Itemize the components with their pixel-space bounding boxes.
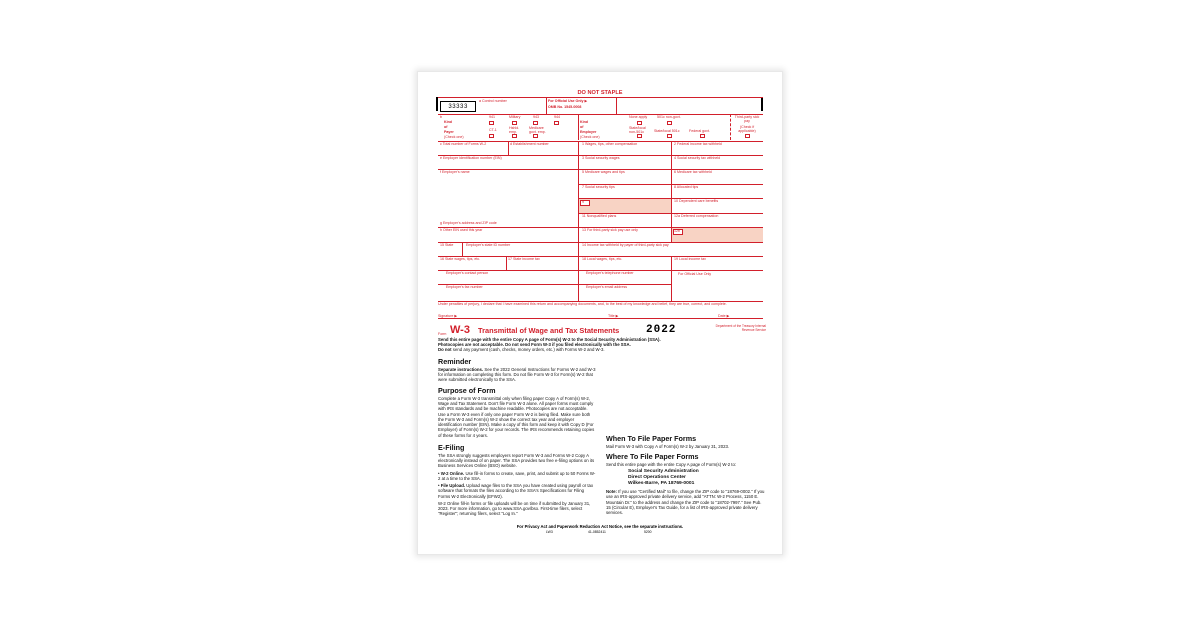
- when-heading: When To File Paper Forms: [606, 434, 697, 443]
- box-6-label: 6 Medicare tax withheld: [674, 170, 712, 174]
- bullet-1-text: Use fill-in forms to create, save, print, and submit up to 50 Forms W-2 at a time to the SSA.: [438, 470, 596, 481]
- box-4-label: 4 Social security tax withheld: [674, 156, 721, 160]
- purpose-heading: Purpose of Form: [438, 386, 496, 395]
- form-grid: [438, 97, 763, 319]
- contact-person-label: Employer's contact person: [446, 271, 489, 275]
- where-text: Send this entire page with the entire Copy A page of Form(s) W-2 to:: [606, 462, 737, 467]
- form-number: W-3: [450, 324, 470, 336]
- box-12b-label: 12b: [674, 228, 680, 233]
- box-f-label: f Employer's name: [440, 170, 470, 174]
- bullet-2-text: Upload wage files to the SSA you have created using payroll or tax software that formats the files according to the SSA's Specifications for Filing Forms W-2 Electronically (EFW2).: [438, 483, 594, 499]
- payer-opt-943: 943: [533, 115, 539, 119]
- employer-opt-501c: 501c non-govt.: [657, 115, 681, 119]
- intro-block: [438, 337, 768, 353]
- intro-line-3-bold: Do not: [438, 347, 452, 353]
- address-line-1: Social Security Administration: [628, 469, 699, 475]
- address-line-3: Wilkes-Barre, PA 18769-0001: [628, 480, 695, 486]
- payer-opt-ct1: CT-1: [489, 128, 497, 132]
- omb-number: OMB No. 1545-0008: [548, 105, 582, 109]
- official-use-2-label: For Official Use Only: [678, 272, 712, 276]
- box-19-label: 19 Local income tax: [674, 257, 706, 261]
- employer-opt-state-501c: State/local 501c: [654, 129, 680, 133]
- box-a-label: a Control number: [479, 99, 507, 103]
- employer-none-checkbox[interactable]: [637, 121, 642, 125]
- perjury-statement: Under penalties of perjury, I declare that I have examined this return and accompanying documents, and, to the best of my knowledge and belief, they are true, correct, and complete.: [438, 302, 727, 306]
- employer-check-one: (Check one): [580, 135, 600, 139]
- footer-code-2: 41-0852411: [588, 530, 606, 534]
- signature-label: Signature ▶: [438, 314, 458, 318]
- where-heading: Where To File Paper Forms: [606, 452, 699, 461]
- payer-943-checkbox[interactable]: [533, 121, 538, 125]
- intro-line-3-rest: send any payment (cash, checks, money orders, etc.) with Forms W-2 and W-3.: [451, 347, 605, 353]
- date-label: Date ▶: [718, 314, 730, 318]
- box-9-shade: [579, 199, 671, 213]
- payer-check-one: (Check one): [444, 135, 464, 139]
- control-code-box: 33333: [440, 101, 476, 112]
- box-b-label: b: [440, 115, 442, 119]
- box-10-label: 10 Dependent care benefits: [674, 199, 719, 203]
- payer-opt-941: 941: [489, 115, 495, 119]
- check-if-applicable-label: (Check if applicable): [738, 125, 756, 133]
- official-use-label: For Official Use Only ▶: [548, 99, 588, 103]
- employer-state-non501c-checkbox[interactable]: [637, 134, 642, 138]
- payer-military-checkbox[interactable]: [512, 121, 517, 125]
- box-7-label: 7 Social security tips: [582, 185, 615, 189]
- box-9-label: 9: [582, 199, 584, 204]
- ssa-address: [628, 469, 766, 486]
- employer-state-501c-checkbox[interactable]: [667, 134, 672, 138]
- form-title: Transmittal of Wage and Tax Statements: [478, 326, 620, 335]
- note-text: If you use "Certified Mail" to file, change the ZIP code to "18769-0002." If you use an IRS-approved private delivery service, add "ATTN: W-2 Process, 1150 E. Mountain Dr." to the address and change the ZIP code to "18702-7997." See Pub. 15 (Circular E), Employer's Tax Guide, for a list of IRS-approved private delivery services.: [606, 489, 765, 516]
- efiling-block: [438, 453, 596, 519]
- box-13-label: 13 For third-party sick pay use only: [582, 228, 638, 232]
- reminder-heading: Reminder: [438, 357, 472, 366]
- third-party-checkbox[interactable]: [745, 134, 750, 138]
- bullet-1-bold: • W-2 Online.: [438, 470, 465, 476]
- efiling-text: The SSA strongly suggests employers report Form W-3 and Forms W-2 Copy A electronically instead of on paper. The SSA provides two free e-filing options on its Business Services Online (BSO) website.: [438, 453, 595, 469]
- efiling-heading: E-Filing: [438, 443, 465, 452]
- employer-federal-checkbox[interactable]: [700, 134, 705, 138]
- box-c-label: c Total number of Forms W-2: [440, 142, 487, 146]
- purpose-text: Complete a Form W-3 transmittal only when filing paper Copy A of Form(s) W-2, Wage and Tax Statement. Don't file Form W-3 alone. All paper forms must comply with IRS standards and be machine readable. Photocopies are not acceptable. Use a Form W-3 even if only one paper Form W-2 is being filed. Make sure both the Form W-3 and Form(s) W-2 show the correct tax year and employer identification number (EIN). Make a copy of this form and keep it with Copy D (For Employer) of Form(s) W-2 for your records. The IRS recommends retaining copies of these forms for 4 years.: [438, 396, 595, 438]
- note-bold: Note:: [606, 489, 617, 495]
- footer-code-3: 5200: [644, 530, 652, 534]
- email-label: Employer's email address: [586, 285, 628, 289]
- where-note: [606, 489, 766, 515]
- box-16-label: 16 State wages, tips, etc.: [440, 257, 481, 261]
- box-1-label: 1 Wages, tips, other compensation: [582, 142, 638, 146]
- payer-opt-medicare: Medicare govt. emp.: [529, 126, 546, 134]
- fax-label: Employer's fax number: [446, 285, 483, 289]
- employer-opt-federal: Federal govt.: [689, 129, 710, 133]
- box-17-label: 17 State income tax: [508, 257, 540, 261]
- employer-opt-none: None apply: [629, 115, 648, 119]
- payer-hshld-checkbox[interactable]: [512, 134, 517, 138]
- payer-944-checkbox[interactable]: [554, 121, 559, 125]
- footer-code-1: LW3: [546, 530, 553, 534]
- reminder-bold: Separate instructions.: [438, 367, 484, 372]
- box-e-label: e Employer identification number (EIN): [440, 156, 502, 160]
- box-3-label: 3 Social security wages: [582, 156, 620, 160]
- tax-year: 2022: [646, 324, 677, 336]
- where-block: [606, 462, 766, 517]
- box-12a-label: 12a Deferred compensation: [674, 214, 719, 218]
- box-18-label: 18 Local wages, tips, etc.: [582, 257, 623, 261]
- form-word: Form: [438, 332, 447, 336]
- payer-opt-hshld: Hshld. emp.: [509, 126, 520, 134]
- privacy-notice: For Privacy Act and Paperwork Reduction Act Notice, see the separate instructions.: [516, 524, 684, 529]
- bullet-2-bold: • File Upload.: [438, 483, 466, 489]
- box-2-label: 2 Federal income tax withheld: [674, 142, 722, 146]
- telephone-label: Employer's telephone number: [586, 271, 634, 275]
- box-14-label: 14 Income tax withheld by payer of third-party sick pay: [582, 243, 669, 247]
- kind-of-payer-label: Kind of Payer: [444, 120, 454, 135]
- payer-opt-military: Military: [509, 115, 521, 119]
- third-party-sick-pay-label: Third-party sick pay: [734, 115, 760, 123]
- box-15-label: 15 State: [440, 243, 454, 247]
- intro-line-2: Photocopies are not acceptable. Do not send Form W-3 if you filed electronically with the SSA.: [438, 342, 631, 348]
- payer-medicare-checkbox[interactable]: [533, 134, 538, 138]
- intro-line-1: Send this entire page with the entire Copy A page of Form(s) W-2 to the Social Security Administration (SSA).: [438, 337, 661, 342]
- employer-501c-checkbox[interactable]: [667, 121, 672, 125]
- box-11-label: 11 Nonqualified plans: [582, 214, 617, 218]
- box-8-label: 8 Allocated tips: [674, 185, 699, 189]
- state-id-label: Employer's state ID number: [466, 243, 511, 247]
- efiling-bullet-2: [438, 483, 596, 499]
- box-d-label: d Establishment number: [510, 142, 549, 146]
- box-12b-shade: [672, 228, 763, 242]
- reminder-body: See the 2022 General Instructions for Forms W-2 and W-3 for information on completing this form. Do not file Form W-3 for Form(s) W-2 that were submitted electronically to the SSA.: [438, 367, 596, 383]
- payer-ct1-checkbox[interactable]: [489, 134, 494, 138]
- when-text: Mail Form W-3 with Copy A of Form(s) W-2 by January 31, 2023.: [606, 444, 730, 449]
- do-not-staple-title: DO NOT STAPLE: [577, 90, 623, 96]
- dept-treasury: Department of the Treasury Internal Revenue Service: [715, 324, 766, 332]
- box-h-label: h Other EIN used this year: [440, 228, 483, 232]
- address-line-2: Direct Operations Center: [628, 474, 686, 480]
- employer-opt-state-non501c: State/local non-501c: [629, 126, 646, 134]
- payer-941-checkbox[interactable]: [489, 121, 494, 125]
- intro-line-3: [438, 347, 768, 352]
- kind-of-employer-label: Kind of Employer: [580, 120, 597, 135]
- title-label: Title ▶: [608, 314, 619, 318]
- box-5-label: 5 Medicare wages and tips: [582, 170, 625, 174]
- form-sheet: [418, 72, 782, 554]
- efiling-bullet-1: [438, 471, 596, 481]
- box-g-label: g Employer's address and ZIP code: [440, 221, 497, 225]
- payer-opt-944: 944: [554, 115, 560, 119]
- reminder-text: [438, 367, 596, 383]
- efiling-text-2: W-2 Online fill-in forms or file uploads will be on time if submitted by January 31, 2023. For more information, go to www.SSA.gov/bso. First-time filers, select "Register"; returning filers, select "Log In.": [438, 500, 591, 517]
